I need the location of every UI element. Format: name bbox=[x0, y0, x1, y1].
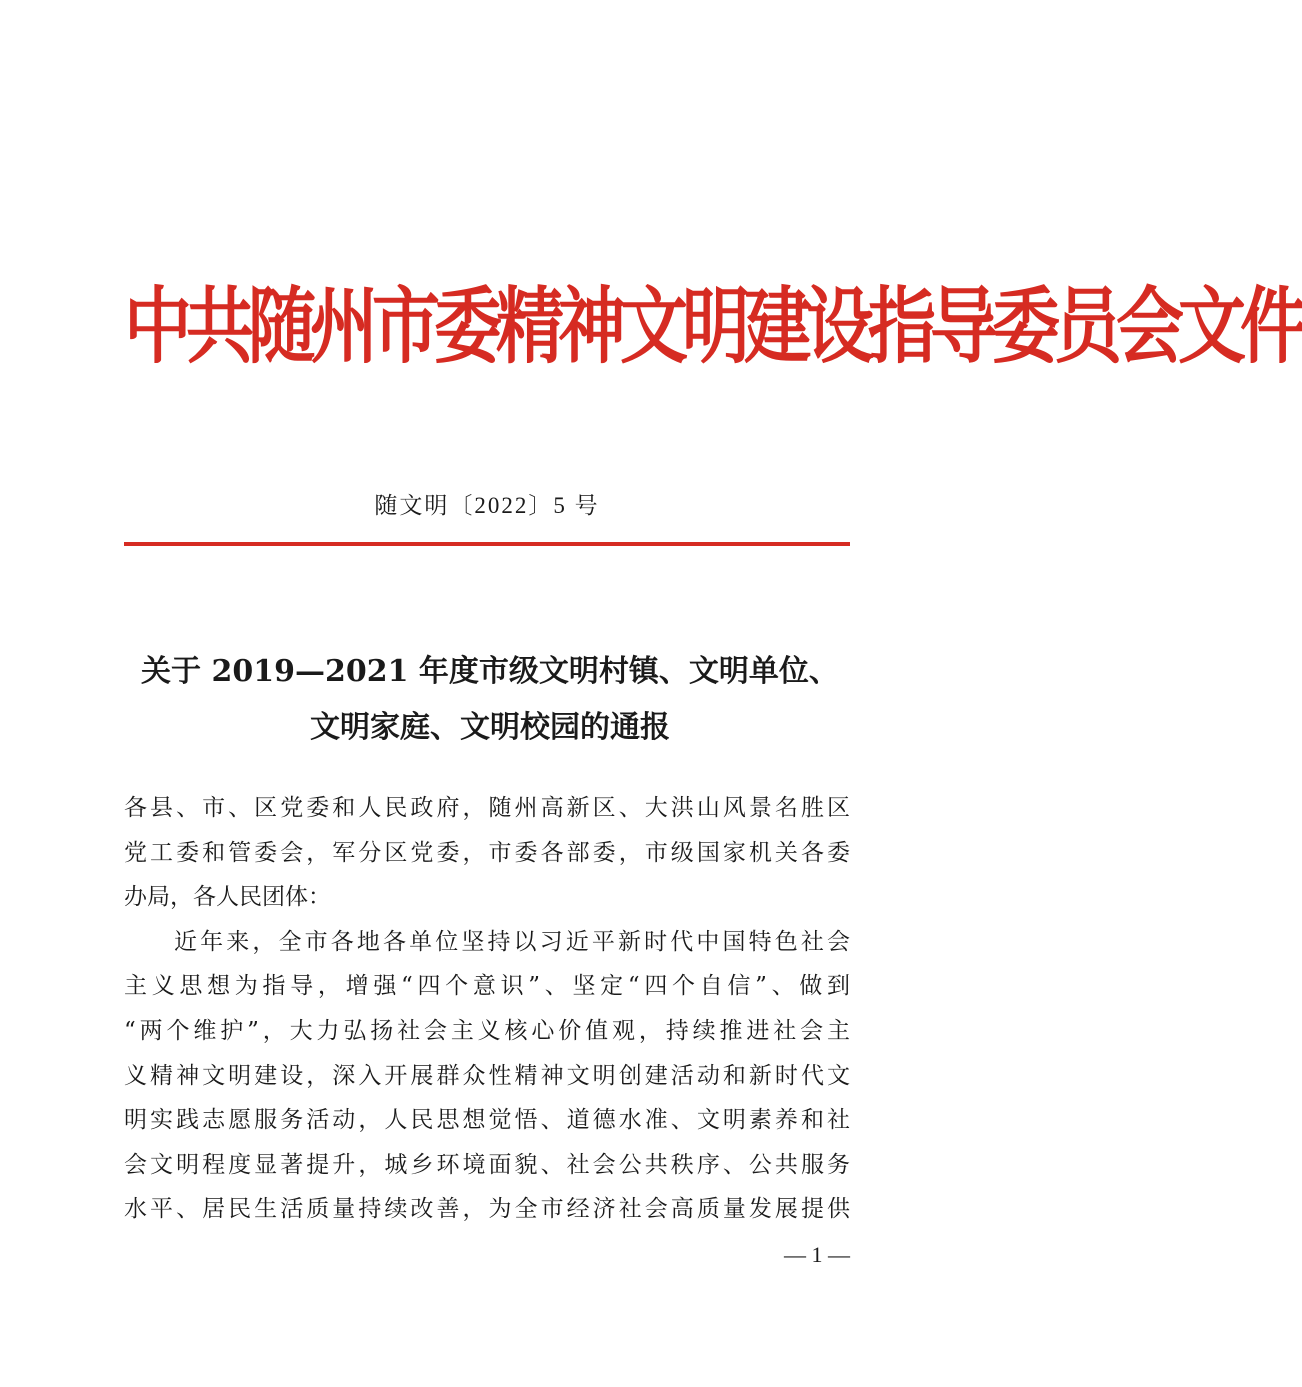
notice-title-line-2: 文明家庭、文明校园的通报 bbox=[310, 710, 670, 745]
addressee-line-2: 党工委和管委会，军分区党委，市委各部委，市级国家机关各委 bbox=[124, 839, 850, 866]
body-text bbox=[124, 786, 850, 1232]
paragraph-line-3: “两个维护”，大力弘扬社会主义核心价值观，持续推进社会主 bbox=[124, 1017, 850, 1044]
paragraph-line-7: 水平、居民生活质量持续改善，为全市经济社会高质量发展提供 bbox=[124, 1196, 850, 1223]
paragraph-line-4: 义精神文明建设，深入开展群众性精神文明创建活动和新时代文 bbox=[124, 1062, 850, 1089]
page-number: — 1 — bbox=[784, 1242, 850, 1267]
paragraph-line-6: 会文明程度显著提升，城乡环境面貌、社会公共秩序、公共服务 bbox=[124, 1151, 850, 1178]
addressee-line-3: 办局，各人民团体： bbox=[124, 884, 331, 911]
paragraph-line-2: 主义思想为指导，增强“四个意识”、坚定“四个自信”、做到 bbox=[124, 973, 850, 1000]
paragraph-line-5: 明实践志愿服务活动，人民思想觉悟、道德水准、文明素养和社 bbox=[124, 1107, 850, 1134]
addressee-line-1: 各县、市、区党委和人民政府，随州高新区、大洪山风景名胜区 bbox=[124, 795, 850, 821]
notice-title-line-1: 关于 2019—2021 年度市级文明村镇、文明单位、 bbox=[141, 654, 839, 689]
paragraph-line-1: 近年来，全市各地各单位坚持以习近平新时代中国特色社会 bbox=[174, 928, 850, 955]
red-separator-rule bbox=[124, 542, 850, 546]
document-number: 随文明〔2022〕5 号 bbox=[374, 493, 600, 518]
notice-title bbox=[110, 644, 870, 756]
red-header-title: 中共随州市委精神文明建设指导委员会文件 bbox=[124, 278, 1302, 376]
